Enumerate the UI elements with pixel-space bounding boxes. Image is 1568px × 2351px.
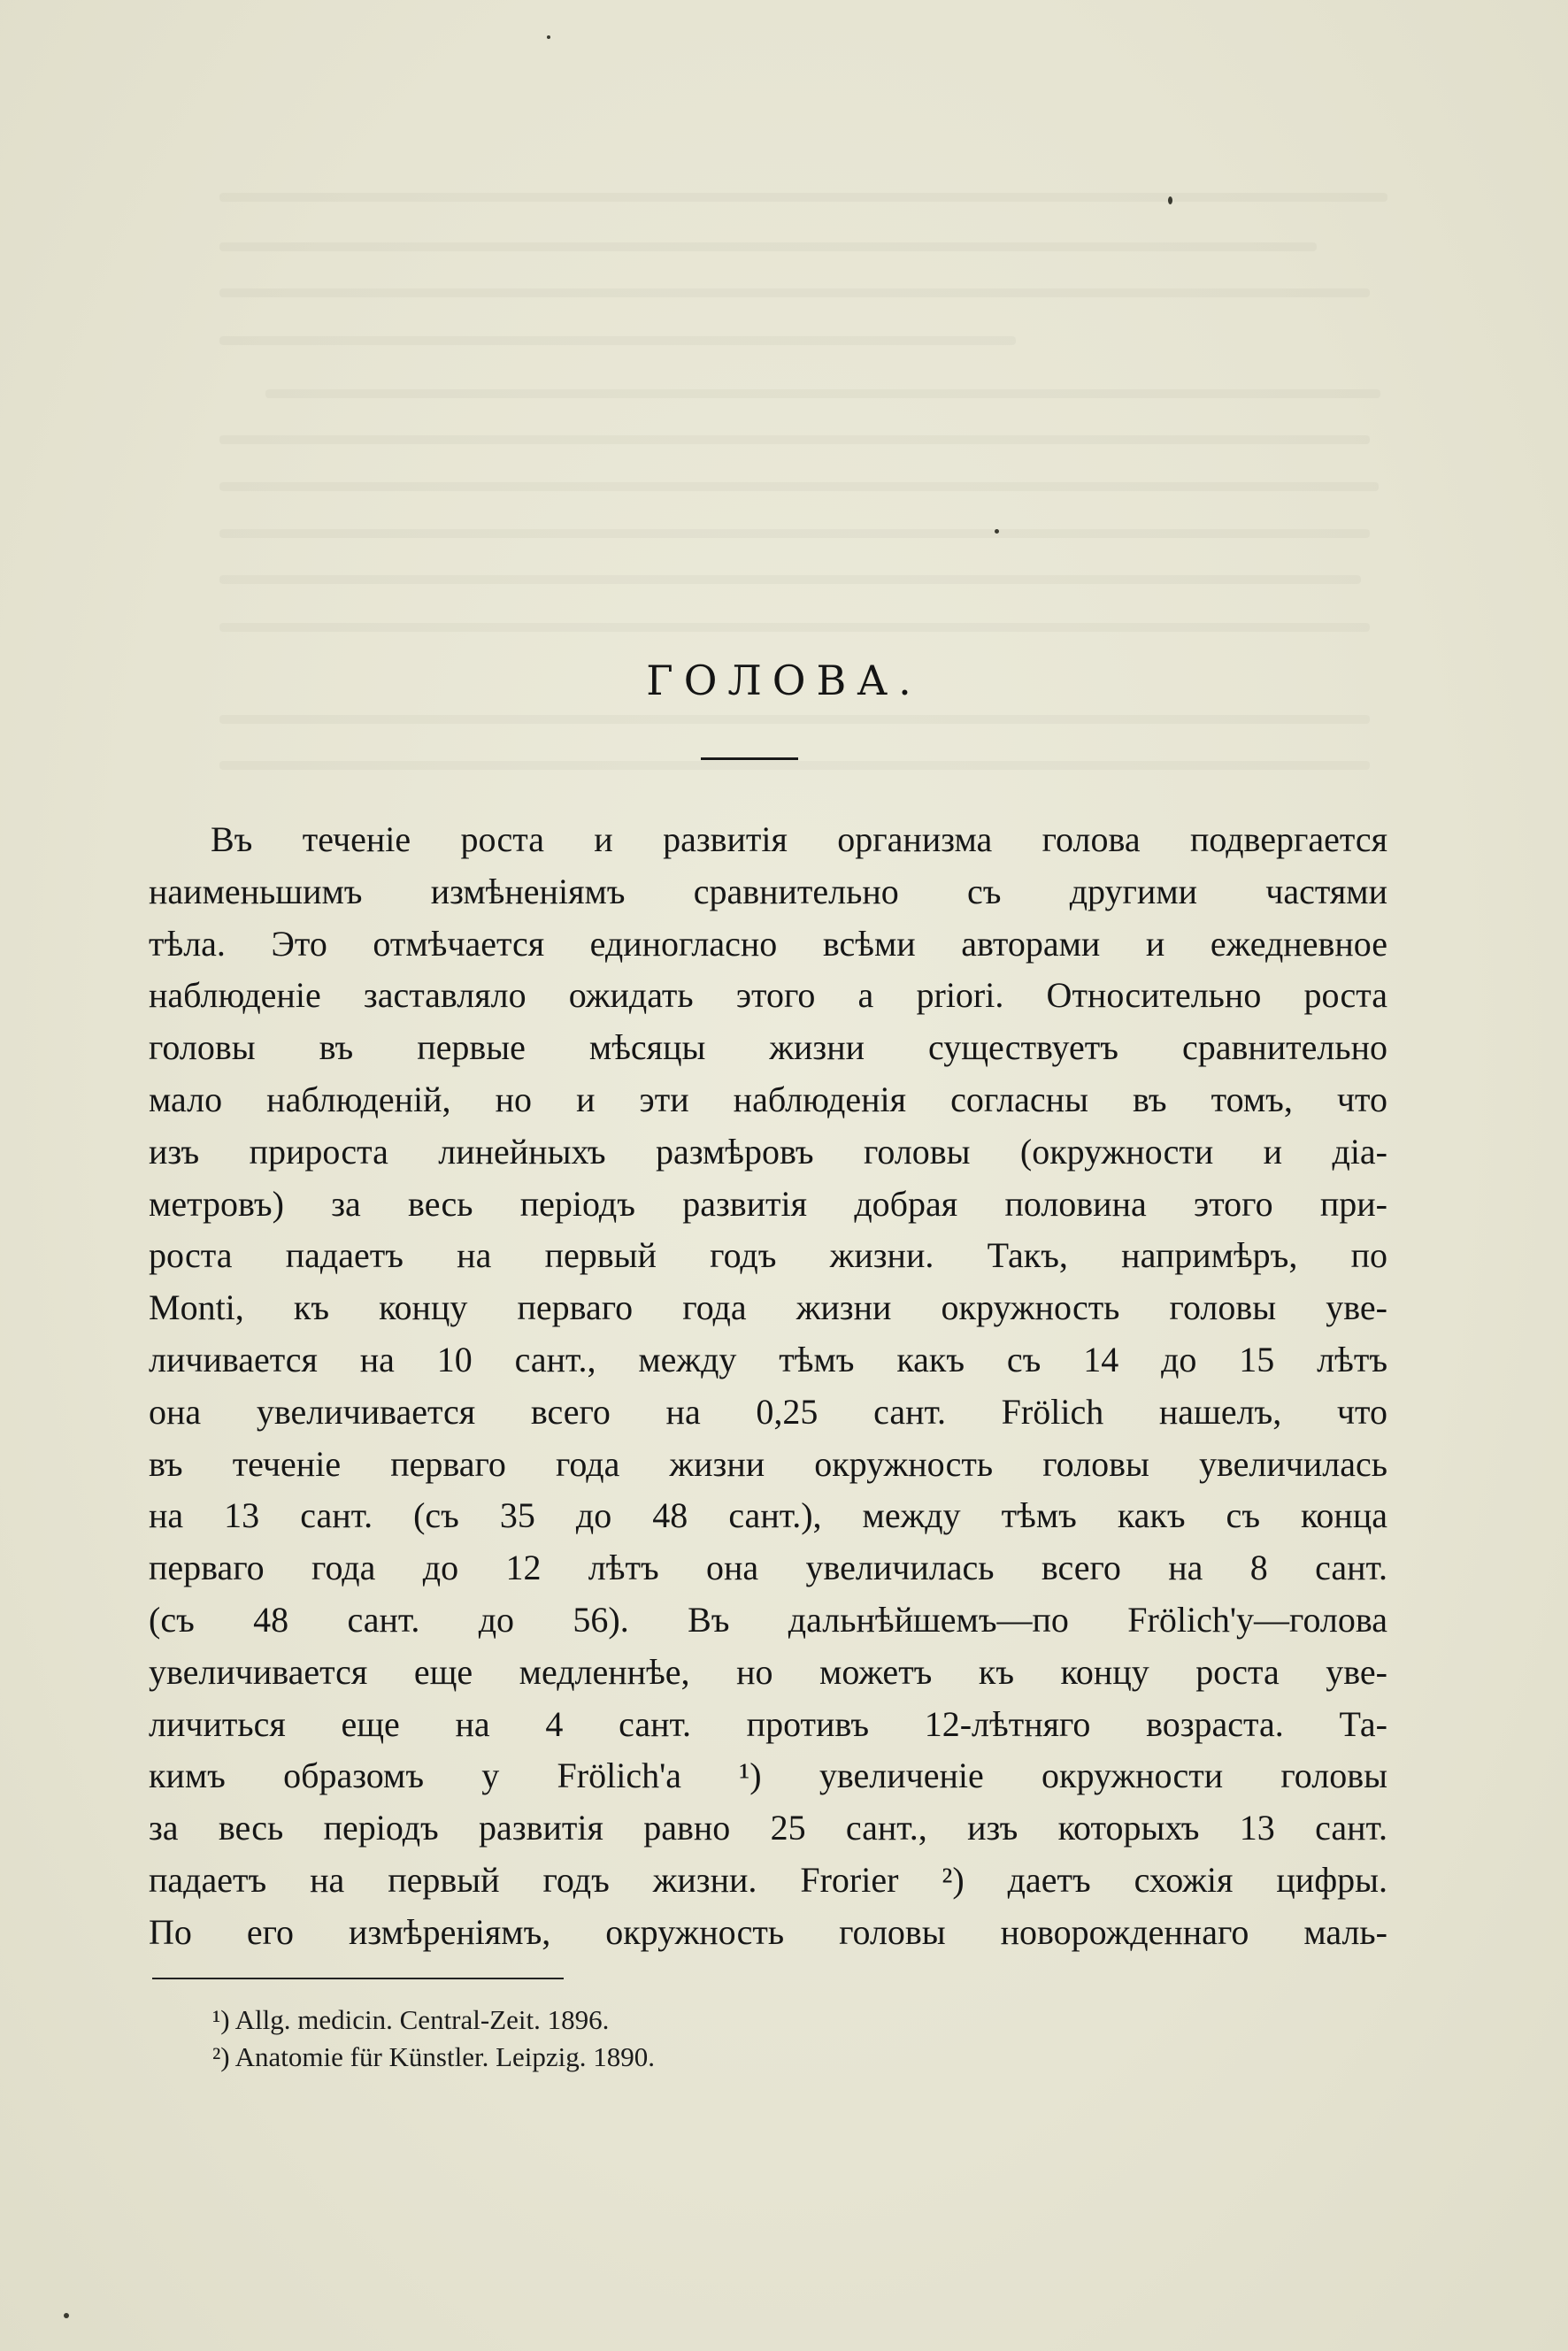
- text-line: По его измѣреніямъ, окружность головы новорожденнаго маль-: [149, 1911, 1387, 1952]
- show-through-line: [219, 435, 1370, 444]
- show-through-line: [219, 623, 1370, 632]
- text-line: роста падаетъ на первый годъ жизни. Такъ, напримѣръ, по: [149, 1235, 1387, 1276]
- text-line: падаетъ на первый годъ жизни. Frorier ²) даетъ схожія цифры.: [149, 1859, 1387, 1900]
- paper-speck: [995, 529, 999, 534]
- footnote-divider: [152, 1978, 564, 1979]
- text-line: метровъ) за весь періодъ развитія добрая половина этого при-: [149, 1183, 1387, 1224]
- text-line: наблюденіе заставляло ожидать этого a priori. Относительно роста: [149, 975, 1387, 1016]
- text-line: за весь періодъ развитія равно 25 сант., изъ которыхъ 13 сант.: [149, 1808, 1387, 1848]
- show-through-line: [219, 529, 1370, 538]
- text-line: она увеличивается всего на 0,25 сант. Frölich нашелъ, что: [149, 1391, 1387, 1432]
- chapter-title: ГОЛОВА.: [646, 657, 922, 704]
- text-line: увеличивается еще медленнѣе, но можетъ къ концу роста уве-: [149, 1651, 1387, 1692]
- text-line: наименьшимъ измѣненіямъ сравнительно съ другими частями: [149, 871, 1387, 911]
- footnote: ²) Anatomie für Künstler. Leipzig. 1890.: [212, 2041, 656, 2072]
- show-through-line: [219, 715, 1370, 724]
- text-line: Monti, къ концу перваго года жизни окружность головы уве-: [149, 1287, 1387, 1328]
- text-line: мало наблюденій, но и эти наблюденія согласны въ томъ, что: [149, 1079, 1387, 1119]
- show-through-line: [219, 193, 1387, 202]
- paper-speck: [547, 35, 550, 39]
- text-line: (съ 48 сант. до 56). Въ дальнѣйшемъ—по Frölich'у—голова: [149, 1599, 1387, 1640]
- text-line: личиться еще на 4 сант. противъ 12-лѣтняго возраста. Та-: [149, 1703, 1387, 1744]
- text-line: перваго года до 12 лѣтъ она увеличилась всего на 8 сант.: [149, 1548, 1387, 1588]
- footnotes: [212, 2001, 1186, 2076]
- text-line: Въ теченіе роста и развитія организма голова подвергается: [211, 819, 1387, 859]
- text-line: изъ прироста линейныхъ размѣровъ головы (окружности и діа-: [149, 1131, 1387, 1172]
- text-line: тѣла. Это отмѣчается единогласно всѣми авторами и ежедневное: [149, 923, 1387, 964]
- footnote: ¹) Allg. medicin. Central-Zeit. 1896.: [212, 2004, 610, 2035]
- title-divider: [701, 757, 798, 760]
- show-through-line: [219, 336, 1016, 345]
- text-line: на 13 сант. (съ 35 до 48 сант.), между тѣмъ какъ съ конца: [149, 1495, 1387, 1536]
- paper-speck: [64, 2313, 69, 2318]
- show-through-line: [219, 575, 1361, 584]
- show-through-line: [219, 482, 1379, 491]
- show-through-line: [219, 288, 1370, 297]
- paper-speck: [1168, 196, 1172, 204]
- show-through-line: [265, 389, 1380, 398]
- show-through-line: [219, 242, 1317, 251]
- main-paragraph: [149, 814, 1387, 1959]
- text-line: въ теченіе перваго года жизни окружность головы увеличилась: [149, 1443, 1387, 1484]
- text-line: кимъ образомъ у Frölich'а ¹) увеличеніе окружности головы: [149, 1756, 1387, 1796]
- text-line: головы въ первые мѣсяцы жизни существуетъ сравнительно: [149, 1027, 1387, 1068]
- text-line: личивается на 10 сант., между тѣмъ какъ съ 14 до 15 лѣтъ: [149, 1339, 1387, 1379]
- show-through-line: [219, 761, 1370, 770]
